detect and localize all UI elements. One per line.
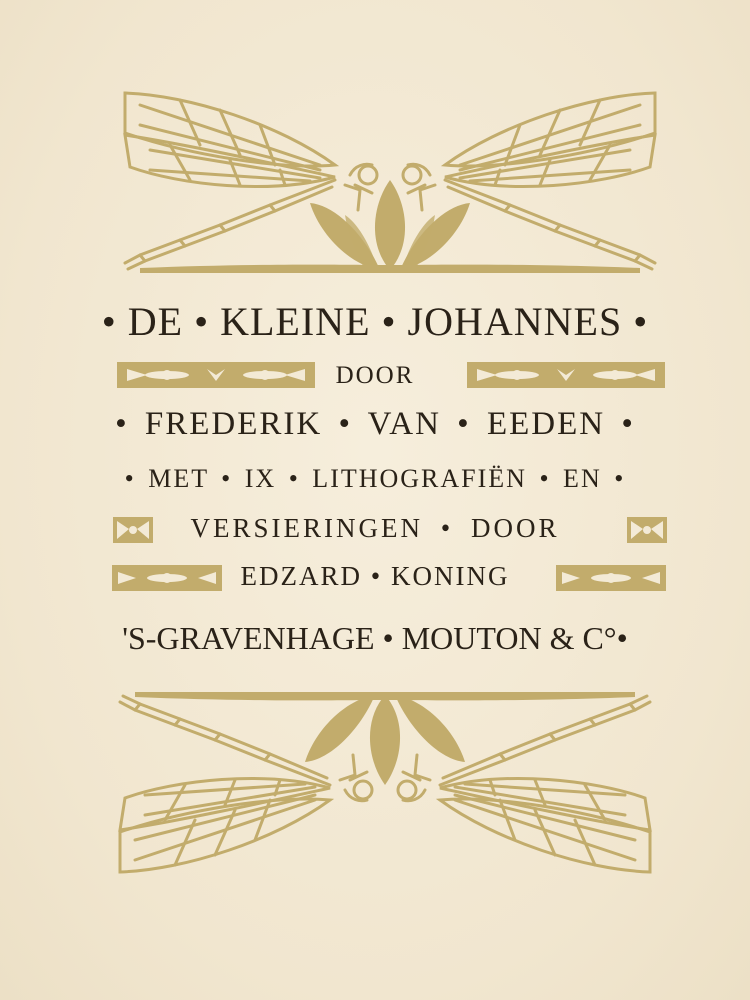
floral-band-right-1 [467,362,665,388]
illustrator-line: EDZARD • KONING [240,561,510,591]
decorations-line: VERSIERINGEN • DOOR [190,513,560,543]
ground-bar [135,692,635,700]
publisher-line: 'S-GRAVENHAGE • MOUTON & C°• [122,620,628,656]
bottom-dragonfly-ornament [105,685,665,880]
by-label-1: DOOR [335,362,415,389]
top-dragonfly-ornament [110,85,670,280]
ground-bar [140,265,640,273]
square-ornament-right [627,517,667,543]
lotus-icon [310,180,470,270]
book-title: • DE • KLEINE • JOHANNES • [101,299,649,344]
author-line: • FREDERIK • VAN • EEDEN • [115,406,635,442]
lotus-icon [305,695,465,785]
floral-band-right-2 [556,565,666,591]
illustrations-line: • MET • IX • LITHOGRAFIËN • EN • [124,464,626,493]
